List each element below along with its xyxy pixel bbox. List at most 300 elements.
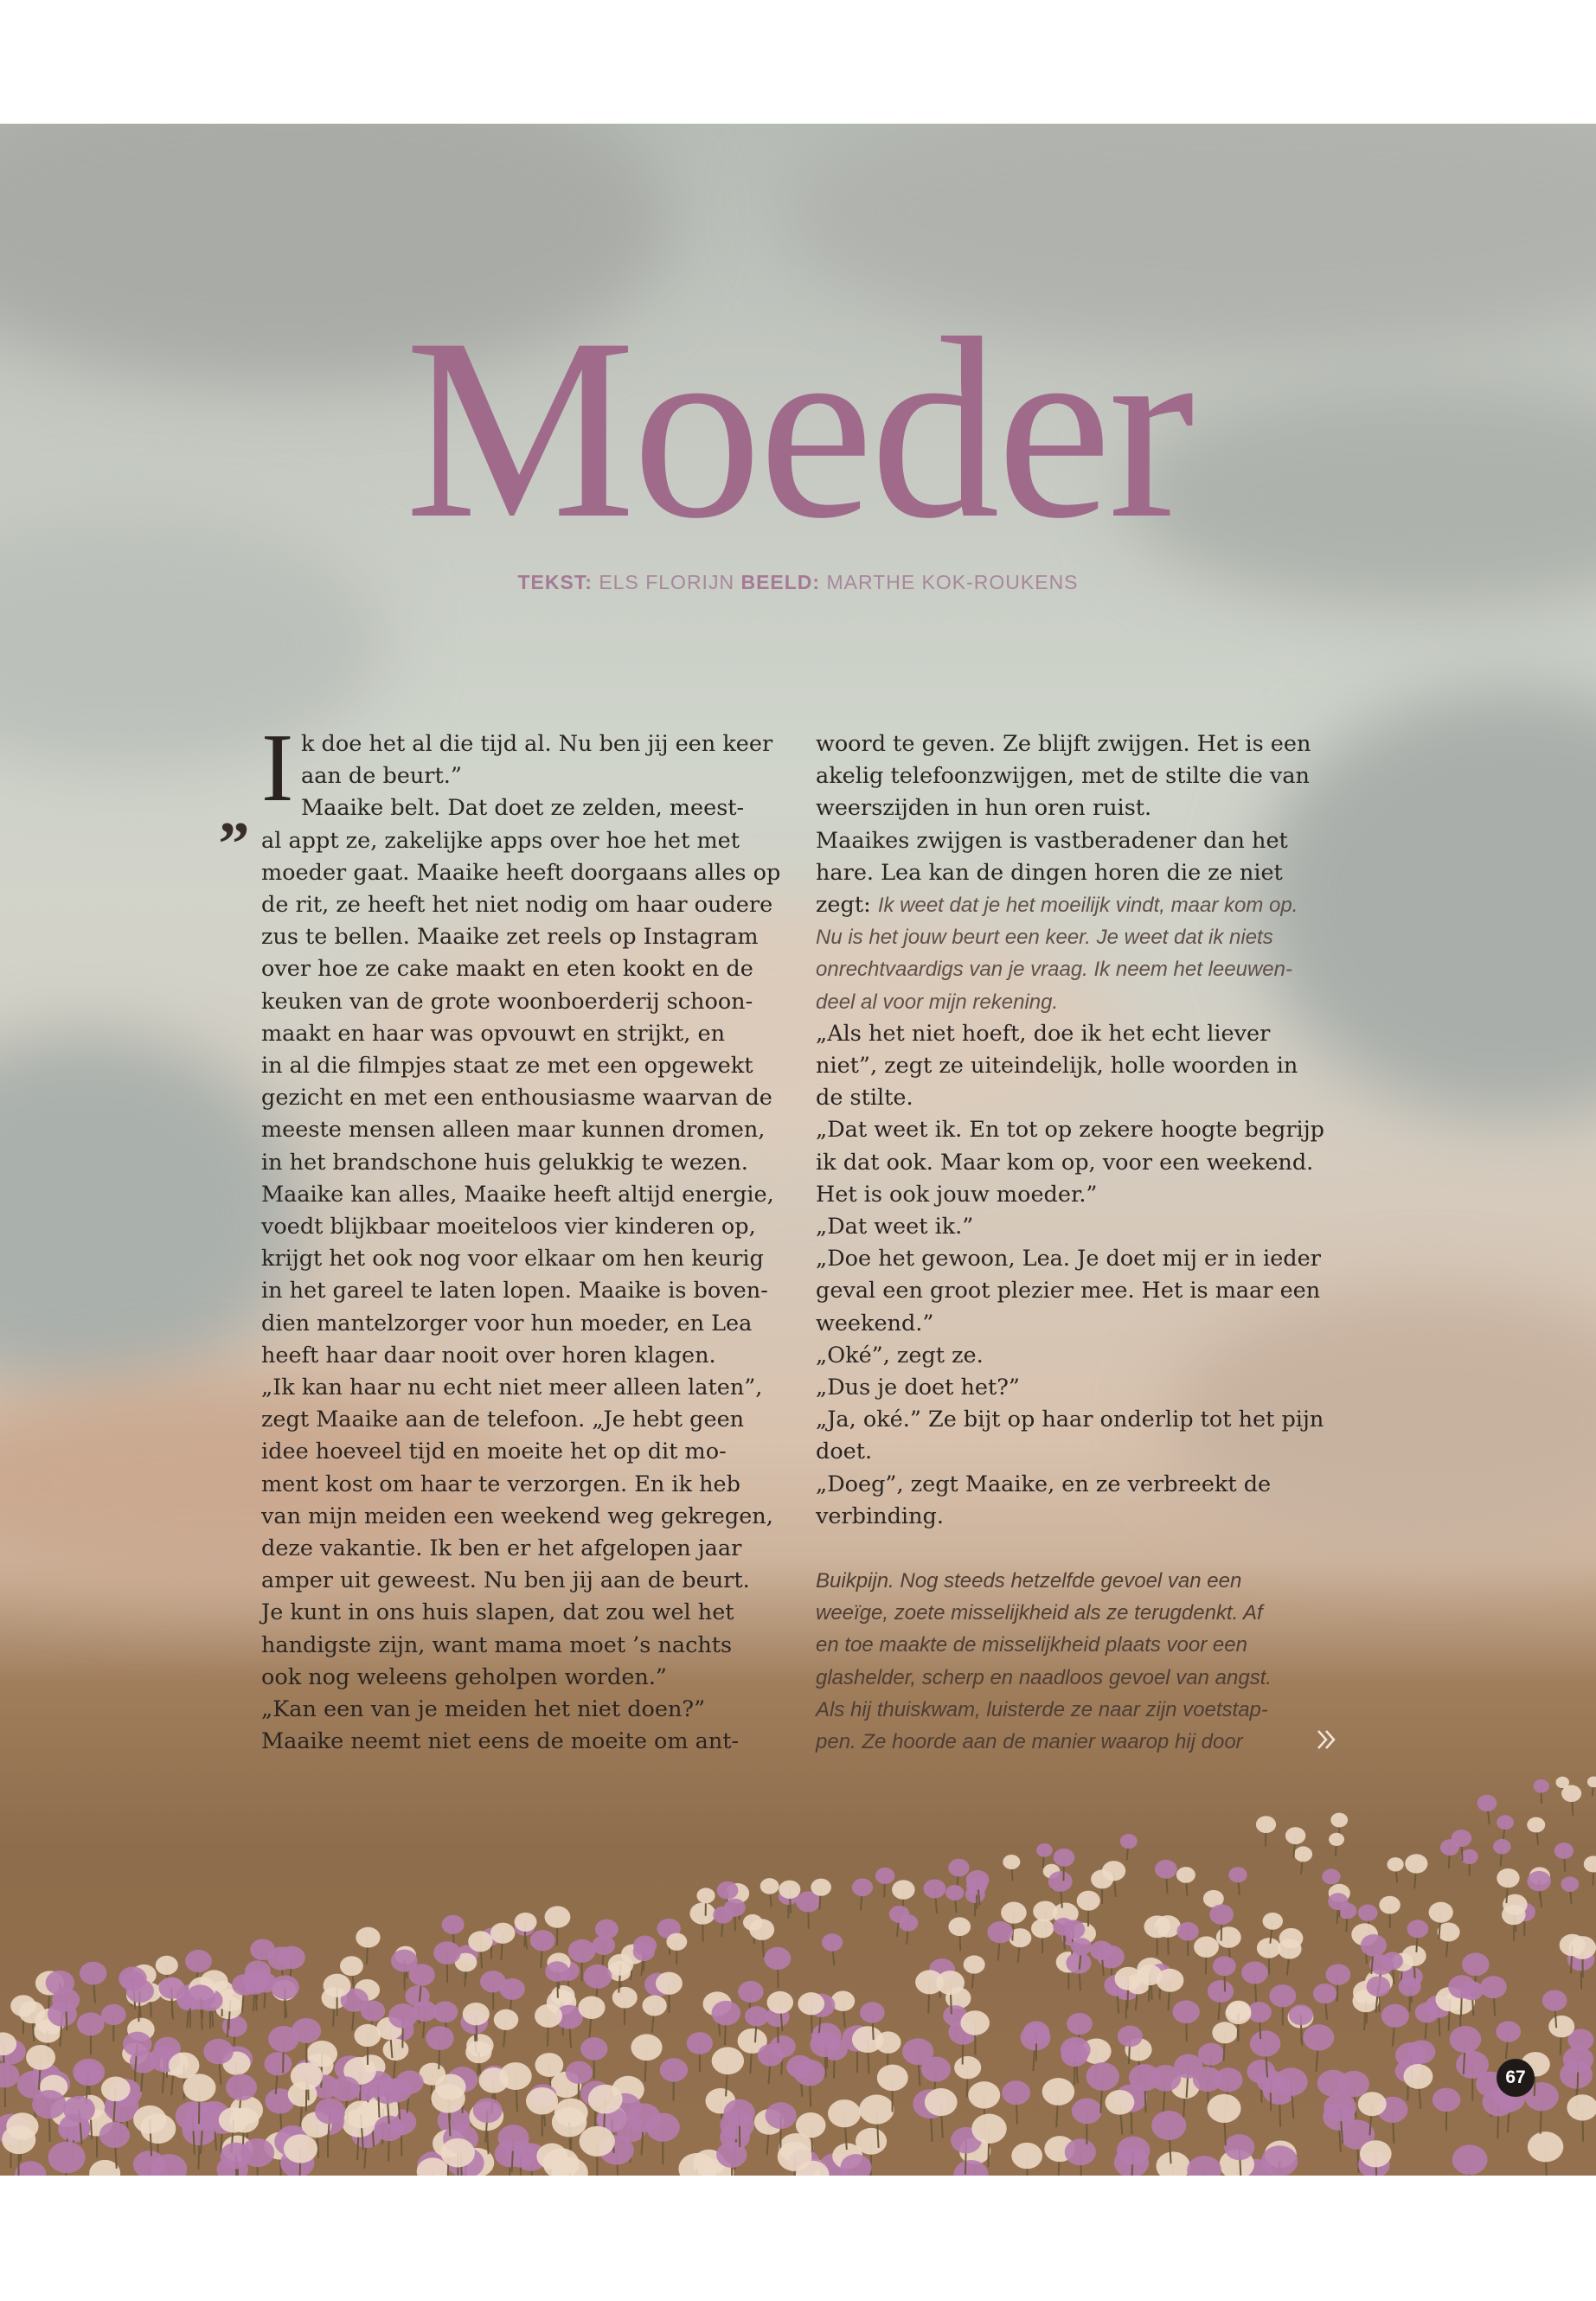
flower: [1322, 1868, 1340, 1884]
flower: [1225, 2003, 1251, 2025]
body-line: in al die filmpjes staat ze met een opgewekt: [261, 1053, 753, 1080]
flower: [126, 1979, 154, 2003]
flower: [798, 1992, 824, 2015]
flower: [875, 1868, 894, 1884]
flower: [608, 1954, 633, 1976]
flower: [340, 1956, 363, 1976]
flower: [279, 1946, 305, 1970]
flower: [1328, 1893, 1348, 1910]
flower: [0, 2063, 19, 2088]
flower: [828, 2099, 861, 2127]
flower: [877, 2065, 908, 2092]
body-line: moeder gaat. Maaike heeft doorgaans alles op: [261, 859, 781, 886]
body-line: ik dat ook. Maar kom op, voor een weekend.: [816, 1149, 1314, 1176]
flower: [535, 2004, 562, 2028]
flower: [1480, 1976, 1507, 1998]
flower: [966, 1870, 990, 1890]
italic-paragraph-line: en toe maakte de misselijkheid plaats voor een: [816, 1633, 1247, 1657]
flower: [133, 2106, 166, 2134]
body-line: Maaike neemt niet eens de moeite om ant-: [261, 1728, 740, 1755]
flower: [1403, 2064, 1433, 2089]
flower: [1560, 1934, 1586, 1957]
flower: [987, 1921, 1013, 1943]
flower: [1208, 1980, 1234, 2003]
flower: [860, 2002, 885, 2022]
flower: [1502, 1905, 1526, 1925]
flower: [1361, 1934, 1387, 1957]
body-line: Maaike belt. Dat doet ze zelden, meest-: [301, 795, 745, 822]
flower: [1176, 1867, 1195, 1883]
flower: [749, 1919, 774, 1940]
flower: [1003, 1855, 1020, 1869]
flower: [764, 1947, 791, 1970]
flower: [440, 2138, 475, 2168]
body-line: Je kunt in ons huis slapen, dat zou wel het: [261, 1599, 734, 1626]
flower: [566, 2061, 593, 2085]
flower: [48, 2142, 86, 2174]
flower: [1036, 1843, 1053, 1857]
flower: [468, 1931, 492, 1952]
flower: [1567, 2094, 1596, 2120]
flower: [1294, 1846, 1312, 1862]
flower: [433, 1941, 460, 1965]
flower: [1584, 1856, 1596, 1872]
body-line: akelig telefoonzwijgen, met de stilte die van: [816, 763, 1310, 790]
flower: [291, 2062, 323, 2090]
flower: [687, 2032, 713, 2054]
flower: [1561, 1785, 1581, 1802]
body-line: zegt Maaike aan de telefoon. „Je hebt geen: [261, 1407, 745, 1433]
page-number: 67: [1497, 2059, 1535, 2097]
body-line: ook nog weleens geholpen worden.”: [261, 1663, 667, 1690]
flower: [1360, 2140, 1392, 2167]
body-line: handigste zijn, want mama moet ’s nachts: [261, 1631, 733, 1658]
flower: [99, 2122, 130, 2148]
flower: [133, 2150, 165, 2176]
flower: [383, 2039, 409, 2061]
flower: [717, 1881, 739, 1900]
flower: [1317, 2070, 1349, 2097]
flower: [612, 1987, 638, 2009]
flower: [1002, 2080, 1030, 2105]
flower: [889, 1906, 910, 1923]
body-line: „Doe het gewoon, Lea. Je doet mij er in ieder: [816, 1246, 1321, 1272]
body-line: dien mantelzorger voor hun moeder, en Lea: [261, 1310, 753, 1336]
flower: [1151, 2111, 1186, 2140]
flower: [442, 1915, 465, 1934]
flower: [26, 2045, 55, 2070]
flower: [1493, 1839, 1511, 1855]
flower: [796, 2112, 826, 2138]
flower: [156, 1956, 178, 1975]
flower: [1213, 1956, 1236, 1976]
article-title: Moeder: [405, 285, 1191, 572]
flower: [593, 1935, 616, 1955]
body-column-right: [816, 728, 1343, 1758]
body-line: meeste mensen alleen maar kunnen dromen,: [261, 1117, 766, 1144]
flower: [642, 1996, 666, 2016]
flower: [1256, 1816, 1276, 1833]
byline-image-author: MARTHE KOK-ROUKENS: [826, 571, 1079, 593]
flower: [1429, 1902, 1453, 1923]
flower: [1194, 1936, 1219, 1958]
flower: [767, 1991, 793, 2014]
body-line: in het brandschone huis gelukkig te wezen.: [261, 1149, 748, 1176]
body-line: „Ja, oké.” Ze bijt op haar onderlip tot het pijn: [816, 1407, 1324, 1433]
body-line: Het is ook jouw moeder.”: [816, 1181, 1098, 1208]
byline-image-label: BEELD:: [740, 571, 821, 593]
flower: [1067, 2013, 1093, 2035]
flower: [1172, 2000, 1199, 2023]
flower: [465, 2041, 491, 2063]
flower: [264, 2052, 292, 2075]
flower: [1548, 2016, 1574, 2038]
flower: [494, 2009, 519, 2030]
flower: [1187, 2156, 1221, 2176]
body-line: idee hoeveel tijd en moeite het op dit mo-: [261, 1439, 727, 1465]
flower: [968, 2081, 1000, 2108]
body-line: Maaikes zwijgen is vastberadener dan het: [816, 827, 1288, 854]
flower: [724, 2099, 755, 2126]
flower: [1587, 1777, 1596, 1788]
byline-text-author: ELS FLORIJN: [599, 571, 735, 593]
flower: [1460, 1849, 1477, 1864]
body-line: gezicht en met een enthousiasme waarvan de: [261, 1085, 772, 1112]
zegt-prefix: zegt:: [816, 892, 871, 919]
flower: [925, 2088, 958, 2116]
flower: [1261, 2145, 1298, 2176]
flower: [724, 1899, 746, 1917]
flower: [232, 1974, 257, 1996]
body-line: voedt blijkbaar moeiteloos vier kinderen op,: [261, 1214, 756, 1240]
body-line: niet”, zegt ze uiteindelijk, holle woorden in: [816, 1053, 1298, 1080]
flower: [580, 2037, 607, 2061]
flower: [1330, 1813, 1348, 1828]
body-line: de stilte.: [816, 1085, 913, 1112]
flower: [1527, 1871, 1551, 1891]
flower: [176, 2101, 210, 2131]
flower: [226, 2074, 257, 2101]
body-line: de rit, ze heeft het niet nodig om haar oudere: [261, 892, 773, 919]
flower: [1313, 1984, 1336, 2003]
flower: [1257, 1938, 1281, 1958]
flower: [578, 1996, 605, 2018]
flower: [964, 1955, 985, 1973]
flower: [1289, 2004, 1313, 2025]
inner-thought-line: deel al voor mijn rekening.: [816, 990, 1059, 1014]
flower: [1011, 2143, 1042, 2169]
flower: [811, 1879, 831, 1896]
flower: [530, 1930, 555, 1952]
body-line: geval een groot plezier mee. Het is maar een: [816, 1278, 1321, 1304]
flower: [1542, 1990, 1567, 2010]
flower: [794, 2060, 825, 2086]
flower: [778, 2142, 812, 2171]
flower: [1106, 2090, 1135, 2115]
italic-paragraph-line: glashelder, scherp en naadloos gevoel van angst.: [816, 1665, 1272, 1689]
flower: [1117, 2137, 1151, 2165]
flower: [240, 2138, 274, 2167]
flower: [545, 1906, 571, 1927]
flower: [1497, 1868, 1519, 1888]
flower: [779, 1881, 800, 1899]
flower: [185, 1984, 215, 2009]
body-line: woord te geven. Ze blijft zwijgen. Het is een: [816, 731, 1311, 757]
flower: [388, 2003, 418, 2029]
flower: [1440, 1839, 1459, 1856]
flower: [1061, 2044, 1088, 2067]
flower: [490, 1923, 516, 1944]
body-line: „Dat weet ik.”: [816, 1214, 974, 1240]
flower: [1115, 1967, 1143, 1990]
flower: [324, 1974, 351, 1997]
flower: [1563, 2047, 1593, 2073]
flower: [852, 1879, 873, 1897]
flower: [1066, 1952, 1091, 1974]
byline-text-label: TEKST:: [517, 571, 593, 593]
body-line: keuken van de grote woonboerderij schoon-: [261, 988, 753, 1015]
flower: [1263, 1913, 1283, 1930]
flower: [74, 2062, 101, 2086]
body-line: „Dus je doet het?”: [816, 1375, 1020, 1401]
flower: [745, 2006, 769, 2026]
flower: [1129, 2064, 1161, 2091]
flower: [1090, 1941, 1113, 1961]
flower: [431, 2084, 465, 2113]
flower: [1048, 1871, 1073, 1892]
flower: [330, 2076, 360, 2101]
body-line: ment kost om haar te verzorgen. En ik heb: [261, 1471, 740, 1497]
body-line: van mijn meiden een weekend weg gekregen,: [261, 1503, 773, 1529]
flower: [712, 2001, 741, 2026]
body-line: zus te bellen. Maaike zet reels op Instagram: [261, 924, 759, 951]
flower: [463, 2003, 490, 2025]
italic-paragraph-line: weeïge, zoete misselijkheid als ze terugdenkt. Af: [816, 1601, 1263, 1625]
body-line: krijgt het ook nog voor elkaar om hen keurig: [261, 1246, 764, 1272]
italic-paragraph-line: pen. Ze hoorde aan de manier waarop hij door: [816, 1730, 1243, 1754]
flower: [758, 2044, 784, 2067]
flower: [498, 2125, 529, 2151]
flower: [738, 1981, 763, 2003]
flower: [63, 2096, 95, 2123]
body-line: over hoe ze cake maakt en eten kookt en de: [261, 956, 753, 983]
body-line: in het gareel te laten lopen. Maaike is boven-: [261, 1278, 768, 1304]
flower: [696, 1888, 715, 1903]
flower: [1407, 1920, 1429, 1938]
flower: [588, 2085, 623, 2114]
flower: [1176, 1922, 1198, 1941]
flower: [656, 1972, 683, 1995]
body-line: „Als het niet hoeft, doe ik het echt liever: [816, 1020, 1271, 1047]
flower: [1144, 1915, 1171, 1938]
body-line: deze vakantie. Ik ben er het afgelopen jaar: [261, 1535, 742, 1562]
body-line: k doe het al die tijd al. Nu ben jij een keer: [301, 731, 773, 757]
paragraph-gap: [816, 1533, 1343, 1565]
body-line: „Oké”, zegt ze.: [816, 1342, 984, 1368]
flower: [1155, 1860, 1177, 1879]
flower: [580, 2126, 615, 2157]
body-line: „Dat weet ik. En tot op zekere hoogte begrijp: [816, 1117, 1324, 1144]
flower: [1216, 1926, 1241, 1948]
flower: [1497, 1815, 1514, 1830]
body-line: [816, 889, 1343, 921]
body-line: „Ik kan haar nu echt niet meer alleen laten”,: [261, 1375, 763, 1401]
flower: [1198, 2043, 1225, 2066]
byline: [0, 571, 1596, 594]
flower: [1358, 1904, 1378, 1920]
flower: [101, 2004, 126, 2025]
flower: [426, 2026, 454, 2050]
flower: [1405, 1854, 1427, 1873]
drop-cap: I: [261, 715, 294, 822]
flower: [80, 1962, 106, 1985]
flower: [1561, 1876, 1579, 1892]
body-line: Maaike kan alles, Maaike heeft altijd energie,: [261, 1181, 774, 1208]
body-line: weekend.”: [816, 1310, 934, 1336]
flower: [1118, 2025, 1143, 2047]
flower: [1102, 1861, 1125, 1881]
flower: [1054, 1849, 1075, 1867]
flower: [499, 2062, 531, 2090]
flower: [936, 1971, 965, 1995]
flower: [822, 1933, 843, 1952]
flower: [689, 1902, 715, 1924]
body-line: „Doeg”, zegt Maaike, en ze verbreekt de: [816, 1471, 1272, 1497]
flower: [1023, 2021, 1050, 2043]
flower: [473, 2098, 503, 2123]
flower: [203, 2039, 234, 2064]
flower: [183, 2073, 216, 2101]
flower: [2, 2125, 35, 2154]
flower: [250, 1939, 275, 1960]
inner-thought-line: Nu is het jouw beurt een keer. Je weet dat ik niets: [816, 926, 1273, 950]
flower: [1496, 2021, 1521, 2041]
flower: [1462, 1952, 1490, 1976]
flower: [1528, 2131, 1563, 2162]
flower: [1269, 1984, 1296, 2007]
flower: [1398, 1977, 1420, 1996]
body-line: heeft haar daar nooit over horen klagen.: [261, 1342, 716, 1368]
flower: [535, 2053, 563, 2077]
flower: [1228, 1867, 1247, 1882]
flower: [1031, 1919, 1054, 1938]
flower: [1065, 2138, 1096, 2165]
flower: [545, 1961, 569, 1982]
flower: [1001, 1902, 1027, 1924]
flower: [409, 1964, 435, 1986]
flower: [631, 2034, 662, 2061]
flower: [666, 1933, 687, 1951]
flower: [515, 1913, 537, 1932]
flower: [960, 2010, 990, 2035]
body-line: aan de beurt.”: [301, 763, 462, 790]
flower: [1452, 2144, 1488, 2175]
italic-paragraph-line: Buikpijn. Nog steeds hetzelfde gevoel van een: [816, 1569, 1242, 1593]
flower: [271, 1975, 299, 1999]
flower: [552, 2107, 587, 2137]
flower: [568, 1939, 596, 1963]
flower: [1120, 1834, 1138, 1849]
flower: [354, 2024, 381, 2047]
body-line: maakt en haar was opvouwt en strijkt, en: [261, 1020, 726, 1047]
flower: [1324, 2093, 1356, 2121]
flower: [716, 2142, 747, 2168]
flower: [1534, 1779, 1549, 1793]
body-line: al appt ze, zakelijke apps over hoe het met: [261, 827, 740, 854]
flower: [852, 2026, 883, 2053]
flower: [1433, 2088, 1461, 2112]
body-line: hare. Lea kan de dingen horen die ze niet: [816, 859, 1283, 886]
flower: [306, 2041, 337, 2067]
flower: [499, 1978, 524, 2000]
flower: [1156, 2151, 1189, 2176]
flower: [766, 2102, 797, 2129]
flower: [1285, 1827, 1305, 1844]
flower: [1209, 1904, 1234, 1925]
flower: [52, 1988, 80, 2011]
flower: [19, 2001, 45, 2023]
italic-paragraph-line: Als hij thuiskwam, luisterde ze naar zijn voetstap-: [816, 1697, 1268, 1721]
flower: [948, 1859, 969, 1877]
flower: [945, 1885, 964, 1900]
flower: [1329, 1833, 1344, 1846]
flower: [1381, 2004, 1409, 2028]
inner-thought-line: onrechtvaardigs van je vraag. Ik neem het leeuwen-: [816, 958, 1292, 982]
flower: [954, 2056, 981, 2079]
flower: [32, 2090, 66, 2118]
flower: [185, 1950, 212, 1972]
flower: [284, 2134, 317, 2163]
flower: [1303, 2024, 1334, 2051]
flower: [1450, 2026, 1482, 2053]
flower: [1387, 1857, 1403, 1871]
flower: [1224, 2134, 1254, 2160]
flower: [1212, 2022, 1237, 2043]
flower: [526, 2087, 558, 2115]
flower: [315, 2099, 345, 2125]
inner-thought-line: Ik weet dat je het moeilijk vindt, maar kom op.: [877, 894, 1298, 918]
flower: [1208, 2094, 1241, 2123]
flower: [219, 2107, 249, 2132]
flower: [1077, 1891, 1100, 1911]
flower: [1477, 1795, 1497, 1811]
flower: [902, 2038, 933, 2065]
flower: [1042, 2078, 1074, 2106]
flower: [101, 2077, 131, 2102]
flower: [1241, 1961, 1268, 1984]
flower: [1072, 2098, 1102, 2124]
flower: [1257, 2070, 1284, 2093]
flower: [971, 2114, 1007, 2144]
flower: [712, 2047, 744, 2074]
flower: [859, 2094, 894, 2124]
flower: [1379, 1896, 1400, 1914]
flower: [1053, 1918, 1074, 1936]
flower: [627, 2103, 661, 2131]
flower: [924, 1879, 946, 1898]
flower: [123, 2032, 152, 2057]
flower: [660, 2058, 688, 2082]
flower: [1278, 1939, 1302, 1959]
body-line: weerszijden in hun oren ruist.: [816, 795, 1152, 822]
body-line: verbinding.: [816, 1503, 944, 1529]
flower: [892, 1880, 915, 1900]
flower: [1086, 2062, 1119, 2091]
flower: [356, 1927, 380, 1948]
flower: [1461, 1981, 1484, 2000]
flower: [292, 2018, 321, 2043]
flower: [760, 1878, 779, 1894]
